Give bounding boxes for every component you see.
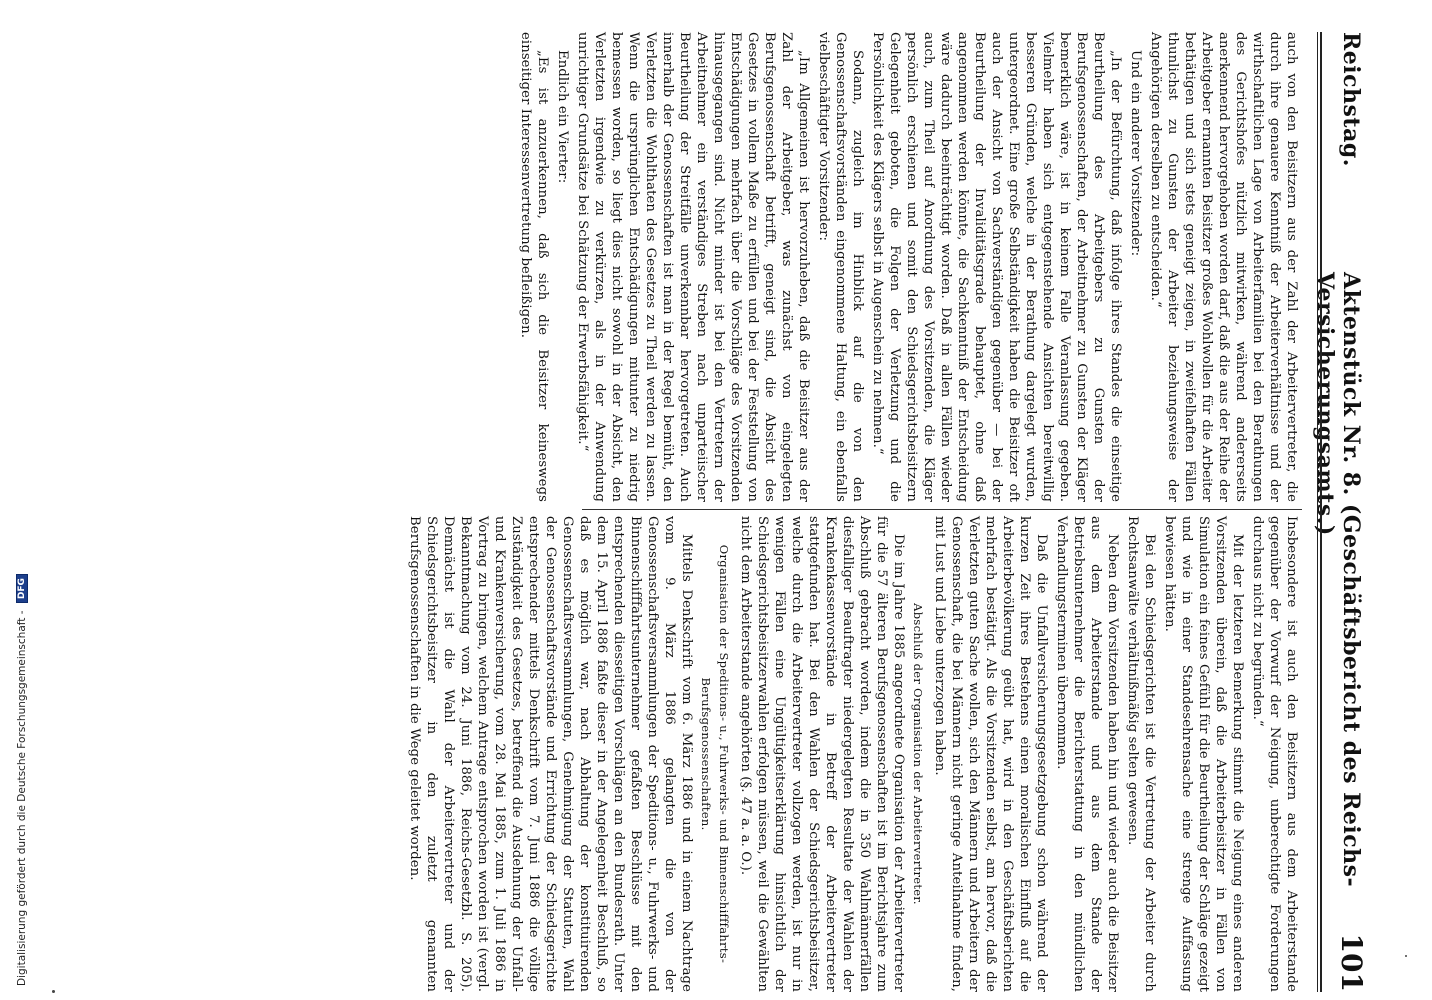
column-divider [582, 509, 1302, 510]
section-heading: Organisation der Speditions- u., Fuhrwerks- und Binnenschifffahrts- [717, 544, 731, 964]
rotated-page [340, 12, 1380, 992]
paragraph: Bei den Schiedsgerichten ist die Vertretung der Arbeiter durch Rechtsanwälte verhältnißmäßig selten gewesen. [1125, 516, 1157, 992]
paragraph: „Es ist anzuerkennen, daß sich die Beisitzer keineswegs einseitiger Interessenvertretung befleißigen. [518, 32, 550, 502]
section-heading: Abschluß der Organisation der Arbeitervertreter. [911, 603, 925, 905]
paragraph: „Im Allgemeinen ist hervorzuheben, daß die Beisitzer aus der Zahl der Arbeitgeber, was zunächst von eingelegten Berufsgenossenschaft betrifft, geneigt sind, die Absicht des Gesetzes in vollem Maße zu erfüllen und bei der Feststellung von Entschädigungen mehrfach über die Vorschläge des Vorsitzenden hinausgegangen sind. Nicht minder ist bei den Vertretern der Arbeitnehmer ein verständiges Streben nach unparteiischer Beurtheilung der Streitfälle unverkennbar hervorgetreten. Auch innerhalb der Genossenschaften ist man in der Regel bemüht, den Verletzten die Wohlthaten des Gesetzes zu Theil werden zu lassen. Wenn die ursprünglichen Entschädigungen mitunter zu niedrig bemessen worden, so liegt dies nicht sowohl in der Absicht, den Verletzten irgendwie zu verkürzen, als in der Anwendung unrichtiger Grundsätze bei Schätzung der Erwerbsfähigkeit.“ [575, 32, 811, 502]
paragraph: Neben dem Vorsitzenden haben hin und wieder auch die Beisitzer aus dem Arbeiterstande und aus dem Stande der Betriebsunternehmer die Berichterstattung in den mündlichen Verhandlungsterminen übernommen. [1054, 516, 1120, 992]
paragraph: Endlich ein Vierter: [555, 50, 570, 184]
header-rule-thin [1317, 32, 1318, 992]
paragraph: Sodann, zugleich im Hinblick auf die von den Genossenschaftsvorständen eingenommene Haltung, ein ebenfalls vielbeschäftigter Vorsitzender: [816, 32, 865, 502]
paragraph: „In der Befürchtung, daß infolge ihres Standes die einseitige Beurtheilung des Arbeitgebers zu Gunsten der Berufsgenossenschaften, der Arbeitnehmer zu Gunsten der Kläger bemerklich wäre, ist in keinem Falle Veranlassung gegeben. Vielmehr haben sich entgegenstehende Ansichten bereitwillig besseren Gründen, welche in der Berathung dargelegt wurden, untergeordnet. Eine große Selbständigkeit haben die Beisitzer oft auch der Ansicht von Sachverständigen gegenüber — bei der Beurtheilung der Invaliditätsgrade behauptet, ohne daß angenommen werden könnte, die Sachkenntniß der Entscheidung wäre dadurch beeinträchtigt worden. Daß in allen Fällen wieder auch, zum Theil auf Anordnung des Vorsitzenden, die Kläger persönlich erschienen und somit den Schiedsgerichtsbeisitzern Gelegenheit geboten, die Folgen der Verletzung und die Persönlichkeit des Klägers selbst in Augenschein zu nehmen.“ [870, 32, 1123, 502]
speck [1405, 955, 1407, 957]
right-column [403, 516, 1300, 992]
speck [52, 990, 55, 993]
paragraph: Und ein anderer Vorsitzender: [1128, 50, 1143, 257]
left-column [514, 32, 1300, 502]
digitization-text: Digitalisierung gefördert durch die Deutsche Forschungsgemeinschaft - [16, 610, 28, 986]
digitization-notice [16, 574, 28, 986]
paragraph: Mittels Denkschrift vom 6. März 1886 und in einem Nachtrage vom 9. März 1886 gelangten die von der Genossenschaftsversammlungen der Speditions- u., Fuhrwerks- und Binnenschifffahrtsunternehmer gefaßten Beschlüsse mit den entsprechenden diesseitigen Vorschlägen an den Bundesrath. Unter dem 15. April 1886 faßte dieser in der Angelegenheit Beschluß, so daß es möglich war, nach Abhaltung der konstituirenden Genossenschaftsversammlungen, Genehmigung der Statuten, Wahl der Genossenschaftsvorstände und Errichtung der Schiedsgerichte entsprechender mittels Denkschrift vom 7. Juni 1886 die völlige Zuständigkeit des Gesetzes, betreffend die Ausdehnung der Unfall- und Krankenversicherung, vom 28. Mai 1885, zum 1. Juli 1886 in Vortrag zu bringen, welchem Antrage entsprochen worden ist (vergl. Bekanntmachung vom 24. Juni 1886, Reichs-Gesetzbl. S. 205). Demnächst ist die Wahl der Arbeitervertreter und der Schiedsgerichtsbeisitzer in den zuletzt genannten Berufsgenossenschaften in die Wege geleitet worden. [407, 516, 694, 992]
header-rule [1320, 32, 1322, 992]
page-number: 101 [1335, 933, 1368, 992]
running-header [1312, 32, 1370, 992]
paragraph: Insbesondere ist auch den Beisitzern aus dem Arbeiterstande gegenüber der Vorwurf der Neigung, unberechtigte Forderungen durchaus nicht zu begründen.“ [1250, 516, 1299, 992]
dfg-logo: DFG [16, 574, 28, 603]
header-section: Reichstag. [1338, 32, 1364, 167]
section-heading-cont: Berufsgenossenschaften. [699, 677, 713, 831]
paragraph: Die im Jahre 1885 angeordnete Organisation der Arbeitervertreter für die 57 älteren Berufsgenossenschaften ist im Berichtsjahre zum Abschluß gebracht worden, indem die in 350 Wahlmännerfällen diesfalliger Beauftragter niedergelegten Resultate der Wahlen der Krankenkassenvorstände in Betreff der Arbeitervertreter stattgefunden hat. Bei den Wahlen der Schiedsgerichtsbeisitzer, welche durch die Arbeitervertreter vollzogen werden, ist nur in wenigen Fällen eine Ungültigkeitserklärung hinsichtlich der Schiedsgerichtsbeisitzerwahlen erfolgen müssen, weil die Gewählten nicht dem Arbeiterstande angehörten (§. 47 a. a. O.). [738, 516, 906, 992]
paragraph: auch von den Beisitzern aus der Zahl der Arbeitervertreter, die durch ihre genauere Kenntniß der Arbeiterverhältnisse und der wirthschaftlichen Lage von Arbeiterfamilien bei den Berathungen des Gerichtshofes nützlich mitwirken, während andererseits anerkennend hervorgehoben worden darf, daß die aus der Reihe der Arbeitgeber ernannten Beisitzer großes Wohlwollen für die Arbeiter bethätigen und sich stets geneigt zeigen, in zweifelhaften Fällen thunlichst zu Gunsten der Arbeiter beziehungsweise der Angehörigen derselben zu entscheiden.“ [1148, 32, 1299, 502]
header-title: Aktenstück Nr. 8. (Geschäftsbericht des Reichs-Versicherungsamts.) [1312, 272, 1364, 888]
paragraph: Mit der letzteren Bemerkung stimmt die Neigung eines anderen Vorsitzenden überein, daß die Arbeiterbeisitzer in Fällen von Simulation ein feines Gefühl für die Beurtheilung der Schläge gezeigt und wie in einer Standesehrensache eine strenge Auffassung bewiesen hätten. [1162, 516, 1245, 992]
paragraph: Daß die Unfallversicherungsgesetzgebung schon während der kurzen Zeit ihres Bestehens einen moralischen Einfluß auf die Arbeiterbevölkerung geübt hat, wird in den Geschäftsberichten mehrfach bestätigt. Als die Vorsitzenden selbst, am hervor, daß die Verletzten guten Sache wollen, sich den Männern und Arbeitern der Genossenschaft, die bei Männern nicht geringe Anteilnahme finden, mit Lust und Liebe unterzogen haben. [932, 516, 1049, 992]
